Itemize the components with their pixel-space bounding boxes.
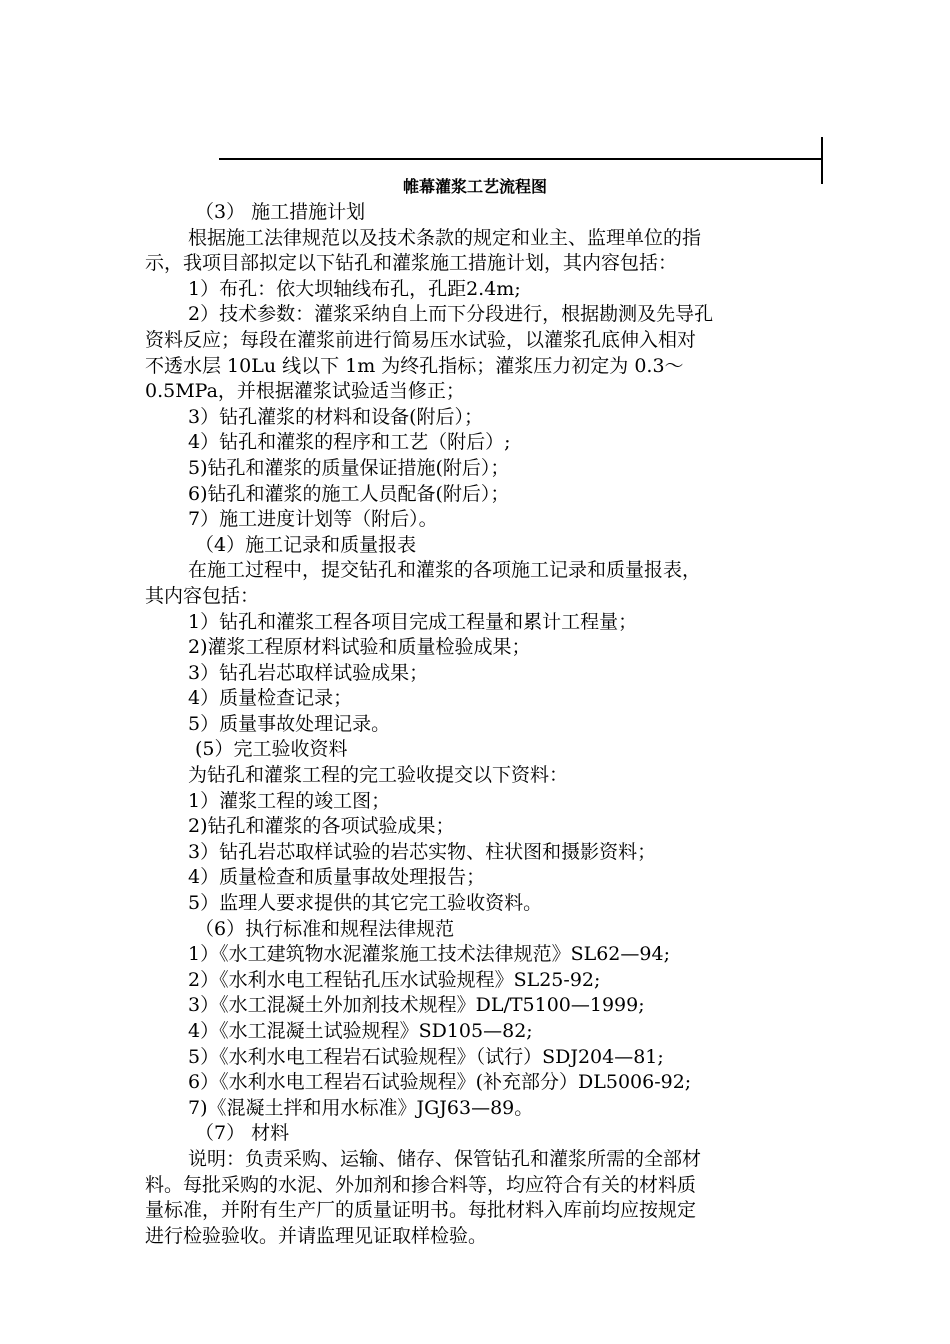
document-body bbox=[145, 200, 810, 1249]
list-item: 5）《水利水电工程岩石试验规程》（试行）SDJ204—81; bbox=[188, 1045, 664, 1068]
paragraph-line: 0.5MPa，并根据灌浆试验适当修正； bbox=[145, 380, 465, 403]
paragraph-line: 示，我项目部拟定以下钻孔和灌浆施工措施计划，其内容包括： bbox=[145, 252, 678, 275]
section-heading: (5）完工验收资料 bbox=[195, 738, 348, 761]
paragraph-line: 料。每批采购的水泥、外加剂和掺合料等，均应符合有关的材料质 bbox=[145, 1173, 697, 1196]
paragraph-line: 为钻孔和灌浆工程的完工验收提交以下资料： bbox=[188, 764, 569, 787]
paragraph-line: 进行检验验收。并请监理见证取样检验。 bbox=[145, 1224, 488, 1247]
list-item: 6)钻孔和灌浆的施工人员配备(附后）； bbox=[188, 482, 510, 505]
section-heading: （7） 材料 bbox=[195, 1122, 290, 1145]
page-title: 帷幕灌浆工艺流程图 bbox=[402, 177, 547, 196]
list-item: 4）质量检查和质量事故处理报告； bbox=[188, 866, 486, 889]
paragraph-line: 量标准，并附有生产厂的质量证明书。每批材料入库前均应按规定 bbox=[145, 1199, 697, 1222]
list-item: 1）钻孔和灌浆工程各项目完成工程量和累计工程量； bbox=[188, 610, 638, 633]
list-item: 3）《水工混凝土外加剂技术规程》DL/T5100—1999; bbox=[188, 994, 645, 1017]
paragraph-line: 资料反应；每段在灌浆前进行简易压水试验，以灌浆孔底伸入相对 bbox=[145, 328, 697, 351]
list-item: 3）钻孔岩芯取样试验的岩芯实物、柱状图和摄影资料； bbox=[188, 840, 657, 863]
section-heading: （4）施工记录和质量报表 bbox=[195, 533, 417, 556]
paragraph-line: 在施工过程中，提交钻孔和灌浆的各项施工记录和质量报表， bbox=[188, 559, 702, 582]
list-item: 4）质量检查记录； bbox=[188, 687, 353, 710]
list-item: 3）钻孔灌浆的材料和设备(附后）； bbox=[188, 405, 484, 428]
list-item: 7)《混凝土拌和用水标准》JGJ63—89。 bbox=[188, 1096, 534, 1119]
paragraph-line: 其内容包括： bbox=[145, 584, 260, 607]
list-item: 5）监理人要求提供的其它完工验收资料。 bbox=[188, 892, 543, 915]
list-item: 5)钻孔和灌浆的质量保证措施(附后）； bbox=[188, 456, 510, 479]
section-heading: （6）执行标准和规程法律规范 bbox=[195, 917, 455, 940]
list-item: 4）钻孔和灌浆的程序和工艺（附后）; bbox=[188, 431, 511, 454]
list-item: 2)钻孔和灌浆的各项试验成果； bbox=[188, 815, 455, 838]
list-item: 6）《水利水电工程岩石试验规程》(补充部分）DL5006-92; bbox=[188, 1071, 692, 1094]
list-item: 2）技术参数：灌浆采纳自上而下分段进行，根据勘测及先导孔 bbox=[188, 303, 714, 326]
list-item: 7）施工进度计划等（附后）。 bbox=[188, 508, 438, 531]
list-item: 1）布孔：依大坝轴线布孔，孔距2.4m; bbox=[188, 277, 521, 300]
list-item: 2)灌浆工程原材料试验和质量检验成果； bbox=[188, 636, 531, 659]
list-item: 1）灌浆工程的竣工图； bbox=[188, 789, 391, 812]
list-item: 1）《水工建筑物水泥灌浆施工技术法律规范》SL62—94; bbox=[188, 943, 670, 966]
list-item: 3）钻孔岩芯取样试验成果； bbox=[188, 661, 429, 684]
paragraph-line: 说明：负责采购、运输、储存、保管钻孔和灌浆所需的全部材 bbox=[188, 1147, 702, 1170]
list-item: 4）《水工混凝土试验规程》SD105—82; bbox=[188, 1020, 533, 1042]
paragraph-line: 根据施工法律规范以及技术条款的规定和业主、监理单位的指 bbox=[188, 226, 702, 249]
paragraph-line: 不透水层 10Lu 线以下 1m 为终孔指标；灌浆压力初定为 0.3～ bbox=[145, 354, 684, 377]
header-rule bbox=[219, 158, 823, 160]
list-item: 2）《水利水电工程钻孔压水试验规程》SL25-92; bbox=[188, 968, 601, 991]
list-item: 5）质量事故处理记录。 bbox=[188, 712, 391, 735]
section-heading: （3） 施工措施计划 bbox=[195, 201, 366, 223]
